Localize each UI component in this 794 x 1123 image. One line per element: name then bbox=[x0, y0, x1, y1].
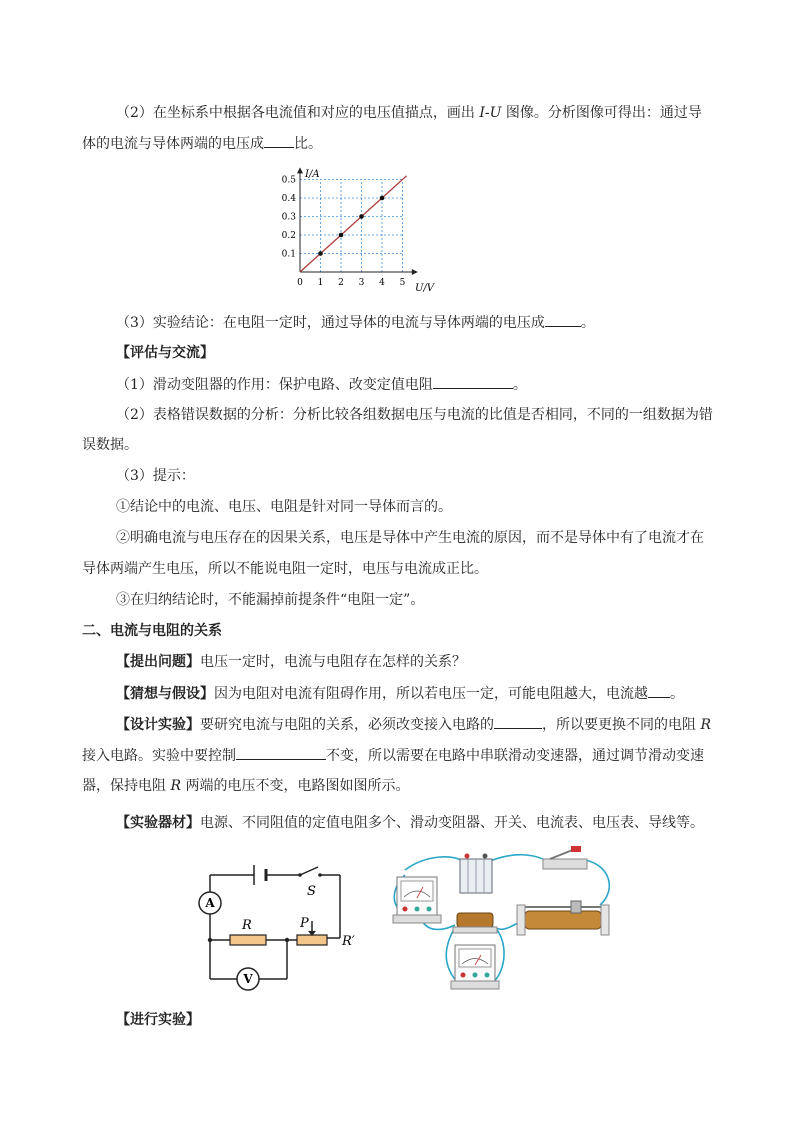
switch-label: S bbox=[307, 884, 316, 899]
knife-switch bbox=[543, 846, 587, 869]
heading-evaluation: 【评估与交流】 bbox=[116, 345, 214, 361]
x-tick-label: 5 bbox=[399, 278, 406, 288]
y-tick-label: 0.1 bbox=[281, 249, 296, 260]
y-axis-arrow bbox=[297, 167, 303, 173]
resistor-r bbox=[230, 935, 266, 945]
y-tick-label: 0.5 bbox=[281, 175, 296, 186]
text: （1）滑动变阻器的作用：保护电路、改变定值电阻 bbox=[116, 377, 433, 393]
rheostat-label: R′ bbox=[342, 934, 355, 949]
ammeter-device bbox=[393, 877, 441, 923]
y-tick-label: 0.3 bbox=[281, 212, 296, 223]
x-tick-label: 1 bbox=[317, 278, 324, 288]
answer-blank bbox=[433, 374, 513, 389]
hint-2-line2: 导体两端产生电压，所以不能说电阻一定时，电压与电流成正比。 bbox=[82, 561, 488, 577]
slider-label: P bbox=[300, 916, 309, 931]
data-point bbox=[318, 251, 323, 256]
text: 图像。分析图像可得出：通过导 bbox=[501, 105, 702, 121]
text: （3）实验结论：在电阻一定时，通过导体的电流与导体两端的电压成 bbox=[116, 315, 545, 331]
y-axis-label: I/A bbox=[305, 169, 320, 180]
paragraph-eval-3: （3）提示： bbox=[116, 468, 195, 484]
text: 不变，所以需要在电路中串联滑动变速器，通过调节滑动变速 bbox=[326, 748, 704, 764]
x-tick-label: 0 bbox=[297, 278, 303, 288]
paragraph-eval-2-line2: 误数据。 bbox=[82, 437, 138, 453]
paragraph-question bbox=[116, 652, 466, 672]
iu-symbol: I-U bbox=[479, 105, 502, 121]
symbol-r: R bbox=[700, 717, 711, 733]
battery-pack bbox=[460, 854, 492, 894]
y-tick-label: 0.4 bbox=[281, 194, 296, 204]
paragraph-design-line2 bbox=[82, 745, 704, 766]
text: 电压一定时，电流与电阻存在怎样的关系？ bbox=[200, 654, 466, 670]
hint-3: ③在归纳结论时，不能漏掉前提条件“电阻一定”。 bbox=[116, 592, 425, 608]
tag-label: 【提出问题】 bbox=[116, 654, 200, 670]
circuit-diagram bbox=[190, 855, 370, 995]
answer-blank bbox=[648, 683, 670, 698]
text: 要研究电流与电阻的关系，必须改变接入电路的 bbox=[200, 717, 494, 733]
x-tick-label: 2 bbox=[338, 278, 344, 288]
hint-1: ①结论中的电流、电压、电阻是针对同一导体而言的。 bbox=[116, 499, 452, 515]
hint-2-line1: ②明确电流与电压存在的因果关系，电压是导体中产生电流的原因，而不是导体中有了电流才在 bbox=[116, 530, 704, 546]
rheostat-device bbox=[517, 901, 609, 935]
paragraph-eval-1 bbox=[116, 374, 527, 395]
x-tick-label: 4 bbox=[379, 278, 385, 288]
text: 。 bbox=[512, 377, 527, 393]
section-heading-2: 二、电流与电阻的关系 bbox=[82, 623, 222, 639]
text: 。 bbox=[670, 686, 684, 702]
text: （2）在坐标系中根据各电流值和对应的电压值描点，画出 bbox=[116, 105, 480, 121]
paragraph-2-line1 bbox=[116, 103, 702, 123]
paragraph-equipment bbox=[116, 813, 704, 833]
paragraph-hypothesis bbox=[116, 683, 684, 704]
tag-label: 【猜想与假设】 bbox=[116, 686, 214, 702]
text: 电源、不同阻值的定值电阻多个、滑动变阻器、开关、电流表、电压表、导线等。 bbox=[200, 815, 704, 831]
data-point bbox=[359, 214, 364, 219]
text: 器，保持电阻 bbox=[82, 778, 171, 794]
text: 接入电路。实验中要控制 bbox=[82, 748, 236, 764]
iu-graph bbox=[272, 165, 435, 300]
text: 两端的电压不变，电路图如图所示。 bbox=[181, 778, 410, 794]
x-axis-arrow bbox=[412, 269, 418, 275]
paragraph-eval-2-line1: （2）表格错误数据的分析：分析比较各组数据电压与电流的比值是否相同，不同的一组数据为错 bbox=[116, 407, 713, 423]
resistor-label: R bbox=[242, 918, 252, 933]
voltmeter-label: V bbox=[243, 972, 253, 986]
text: 因为电阻对电流有阻碍作用，所以若电压一定，可能电阻越大，电流越 bbox=[214, 686, 648, 702]
voltmeter-device bbox=[451, 945, 499, 989]
ammeter-label: A bbox=[205, 896, 215, 910]
rheostat bbox=[297, 935, 327, 945]
tag-label: 【设计实验】 bbox=[116, 717, 200, 733]
fixed-resistor-device bbox=[453, 913, 497, 933]
y-tick-label: 0.2 bbox=[281, 231, 296, 241]
text: ，所以要更换不同的电阻 bbox=[542, 717, 701, 733]
text: 比。 bbox=[294, 136, 322, 152]
paragraph-design-line1 bbox=[116, 714, 711, 735]
tag-label: 【实验器材】 bbox=[116, 815, 200, 831]
answer-blank bbox=[494, 714, 542, 729]
paragraph-2-line2 bbox=[82, 133, 322, 154]
heading-perform-experiment: 【进行实验】 bbox=[116, 1012, 200, 1028]
x-axis-label: U/V bbox=[415, 283, 435, 294]
data-point bbox=[380, 196, 385, 201]
symbol-r: R bbox=[170, 778, 181, 794]
apparatus-illustration bbox=[385, 845, 625, 995]
fit-line bbox=[300, 176, 407, 272]
answer-blank bbox=[236, 745, 326, 760]
paragraph-design-line3 bbox=[82, 776, 409, 796]
answer-blank bbox=[545, 312, 581, 327]
answer-blank bbox=[264, 133, 294, 148]
data-point bbox=[339, 233, 344, 238]
text: 体的电流与导体两端的电压成 bbox=[82, 136, 264, 152]
x-tick-label: 3 bbox=[358, 278, 365, 288]
paragraph-3 bbox=[116, 312, 595, 333]
chart-fit-line bbox=[300, 176, 407, 272]
text: 。 bbox=[580, 315, 595, 331]
